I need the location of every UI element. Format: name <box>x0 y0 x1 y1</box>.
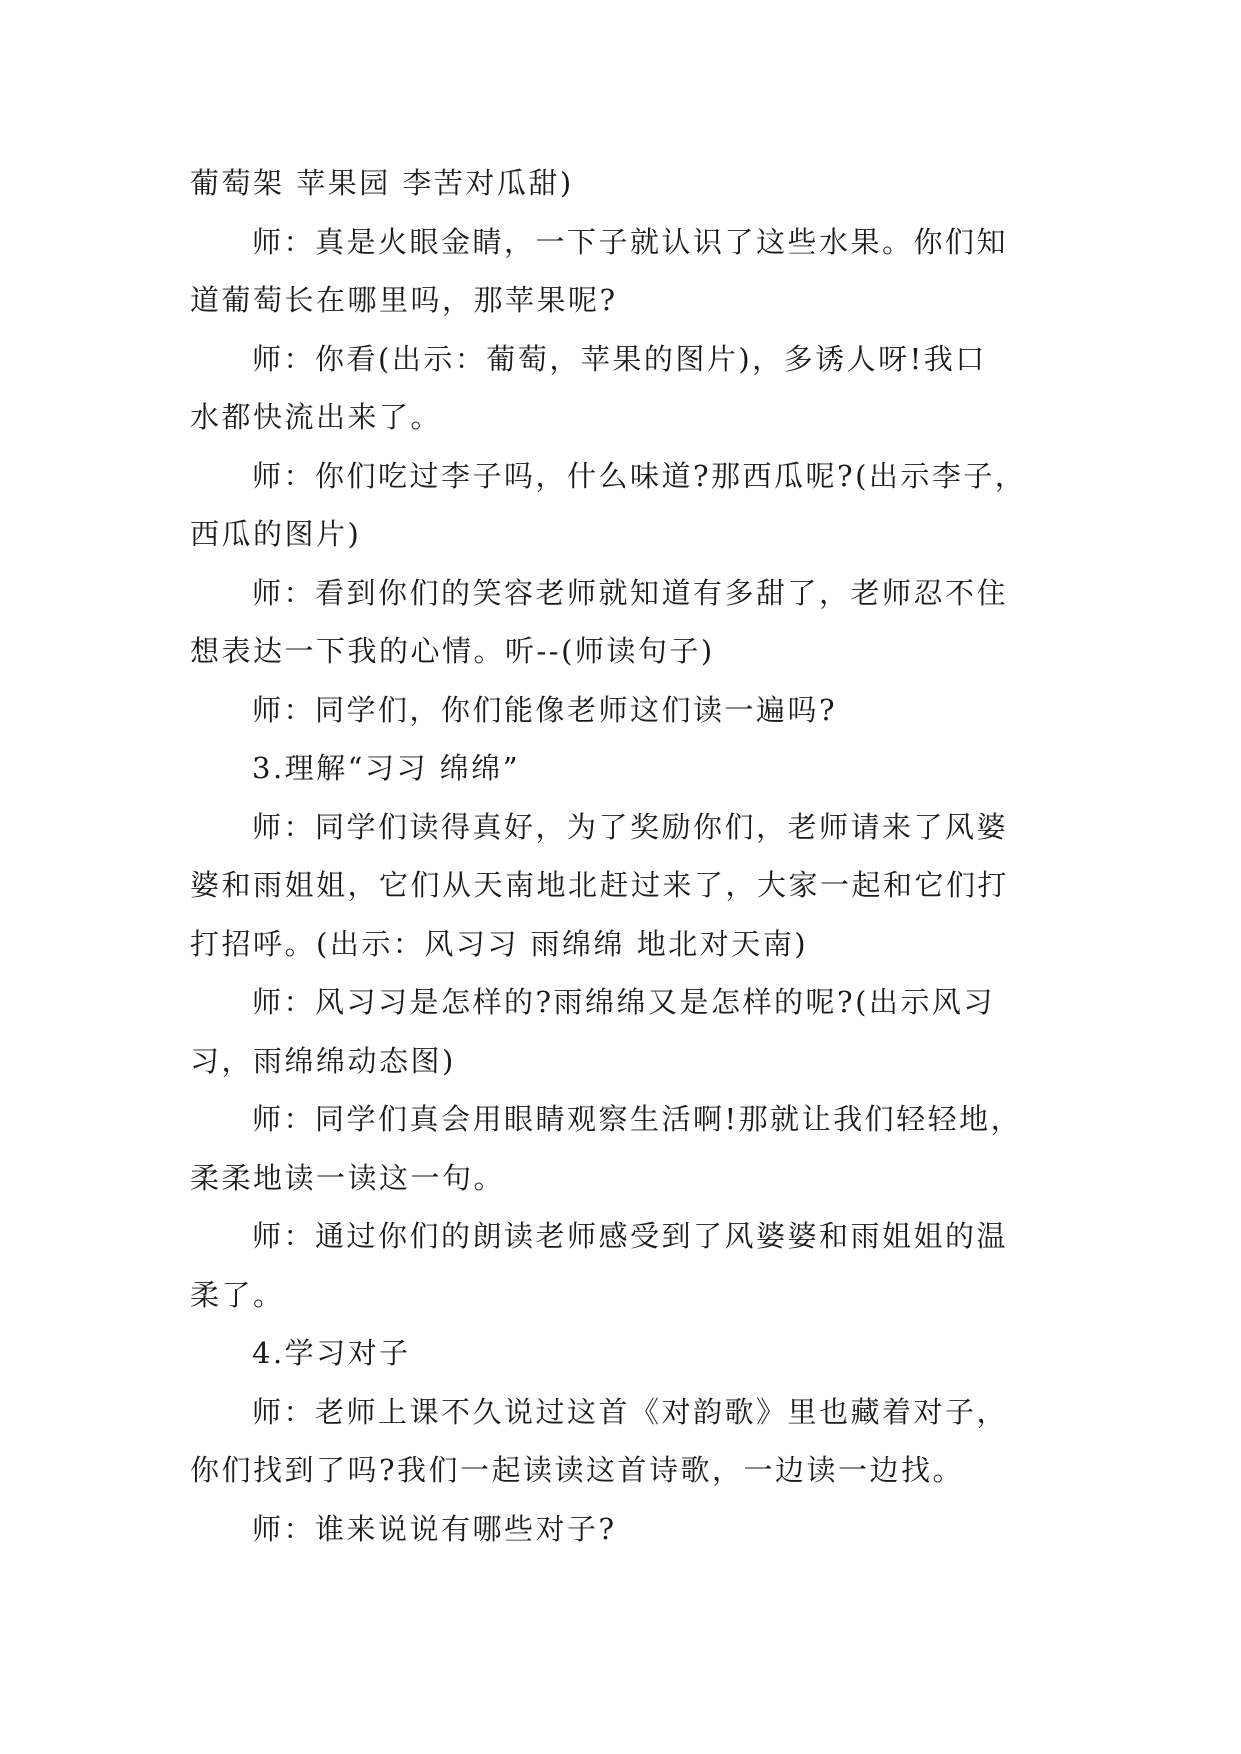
text-line: 葡萄架 苹果园 李苦对瓜甜) <box>190 166 574 200</box>
text-line: 打招呼。(出示：风习习 雨绵绵 地北对天南) <box>190 926 809 961</box>
section-heading: 3.理解“习习 绵绵” <box>252 751 521 785</box>
text-line: 师：看到你们的笑容老师就知道有多甜了，老师忍不住 <box>252 575 1009 610</box>
text-line: 师：谁来说说有哪些对子? <box>252 1511 617 1546</box>
text-line: 师：通过你们的朗读老师感受到了风婆婆和雨姐姐的温 <box>252 1219 1009 1253</box>
text-line: 习，雨绵绵动态图) <box>190 1043 456 1078</box>
text-line: 水都快流出来了。 <box>190 400 443 434</box>
text-line: 师：同学们，你们能像老师这们读一遍吗? <box>252 692 838 727</box>
text-line: 道葡萄长在哪里吗，那苹果呢? <box>190 283 618 317</box>
text-line: 师：真是火眼金睛，一下子就认识了这些水果。你们知 <box>252 224 1009 259</box>
document-body <box>190 154 1060 1558</box>
text-line: 师：老师上课不久说过这首《对韵歌》里也藏着对子， <box>252 1394 1009 1429</box>
section-heading: 4.学习对子 <box>252 1336 411 1370</box>
text-line: 你们找到了吗?我们一起读读这首诗歌，一边读一边找。 <box>190 1453 965 1487</box>
text-line: 柔柔地读一读这一句。 <box>190 1160 506 1195</box>
text-line: 师：同学们真会用眼睛观察生活啊!那就让我们轻轻地， <box>252 1102 1023 1136</box>
text-line: 师：你们吃过李子吗，什么味道?那西瓜呢?(出示李子， <box>252 458 1027 493</box>
text-line: 师：同学们读得真好，为了奖励你们，老师请来了风婆 <box>252 809 1009 844</box>
text-line: 婆和雨姐姐，它们从天南地北赶过来了，大家一起和它们打 <box>190 868 1010 902</box>
text-line: 师：风习习是怎样的?雨绵绵又是怎样的呢?(出示风习 <box>252 985 995 1019</box>
text-line: 师：你看(出示：葡萄，苹果的图片)，多诱人呀!我口 <box>252 341 987 376</box>
text-line: 柔了。 <box>190 1277 285 1312</box>
text-line: 想表达一下我的心情。听--(师读句子) <box>190 634 715 668</box>
text-line: 西瓜的图片) <box>190 517 362 551</box>
